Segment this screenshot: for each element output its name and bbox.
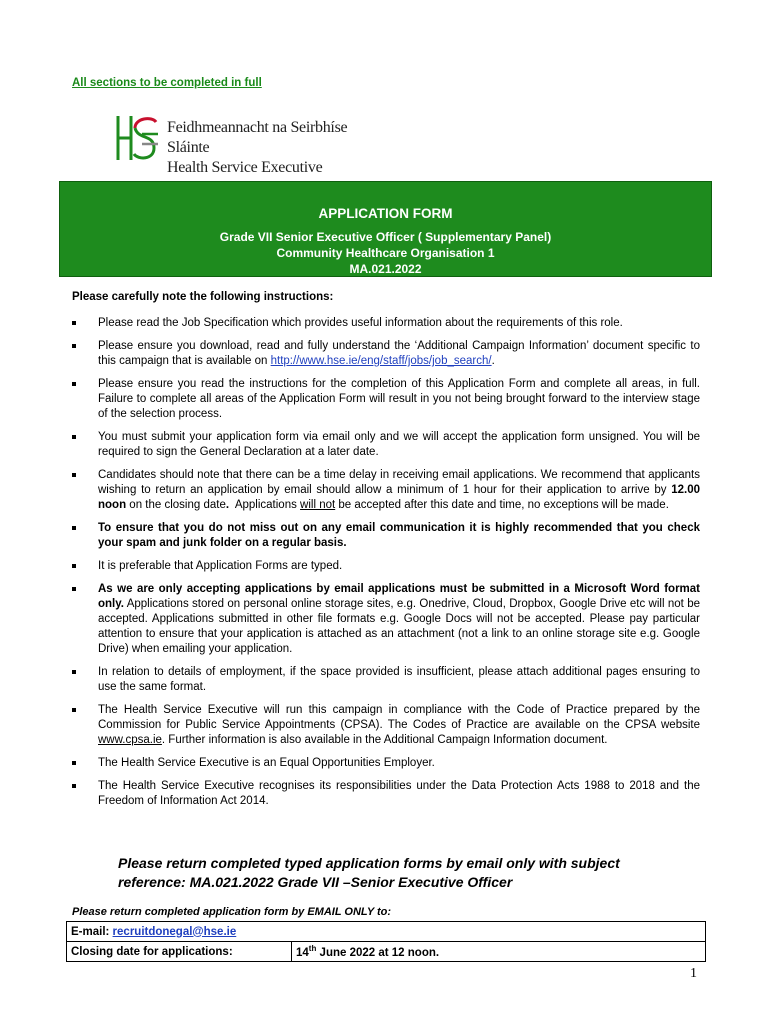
list-item [72, 316, 700, 331]
organisation-name: Community Healthcare Organisation 1 [276, 246, 495, 260]
instruction-text: The Health Service Executive is an Equal Opportunities Employer. [98, 757, 435, 769]
bullet-icon [72, 564, 76, 568]
logo-english-name: Health Service Executive [167, 159, 323, 176]
instruction-text: . [491, 355, 495, 367]
instruction-text: Please ensure you read the instructions for the completion of this Application Form and complete all areas, in full. Failure to complete all areas of the Application Form will result in you not being brought forward to the interview stage of the selection process. [98, 378, 700, 420]
deadline-time: 12.00 noon [98, 484, 700, 511]
email-cell [67, 922, 706, 942]
application-banner [59, 181, 712, 277]
completion-notice: All sections to be completed in full [72, 77, 262, 89]
contact-table [66, 921, 706, 962]
list-item [72, 559, 700, 574]
list-item [72, 521, 700, 551]
bullet-icon [72, 670, 76, 674]
bullet-icon [72, 784, 76, 788]
logo-irish-name: Feidhmeannacht na Seirbhíse Sláinte [167, 119, 348, 156]
list-item [72, 756, 700, 771]
bullet-icon [72, 526, 76, 530]
closing-date-rest: June 2022 at 12 noon. [316, 946, 440, 959]
bullet-icon [72, 344, 76, 348]
instruction-text: The Health Service Executive will run this campaign in compliance with the Code of Practice prepared by the Commission for Public Service Appointments (CPSA). The Codes of Practice are available on the CPSA website [98, 704, 700, 731]
table-row [67, 922, 706, 942]
instruction-text: Candidates should note that there can be a time delay in receiving email applications. We recommend that applicants wishing to return an application by email should allow a minimum of 1 hour for their application to arrive by [98, 469, 700, 496]
cpsa-link[interactable]: www.cpsa.ie [98, 734, 162, 746]
instruction-text: As we are only accepting applications by email applications must be submitted in a Microsoft Word format only. [98, 583, 700, 610]
closing-date-value [292, 942, 706, 962]
list-item: Candidates should note that there can be a time delay in receiving email applications. We recommend that applicants wishing to return an application by email should allow a minimum of 1 hour for their application to arrive by 12.00 noon on the closing date. Applications will not be accepted after this date and time, no exceptions will be made. [72, 468, 700, 513]
instruction-text: Applications stored on personal online storage sites, e.g. Onedrive, Cloud, Dropbox, Google Drive etc will not be accepted. Applications submitted in other file formats e.g. Google Docs will not be accepted. Please pay particular attention to ensure that your application is attached as an attachment (not a link to an online storage site e.g. Google Drive) when emailing your application. [98, 598, 700, 655]
instruction-text: be accepted after this date and time, no exceptions will be made. [335, 499, 669, 511]
email-link[interactable]: recruitdonegal@hse.ie [112, 925, 237, 938]
return-instructions: Please return completed typed application forms by email only with subject reference: MA.021.2022 Grade VII –Senior Executive Officer [118, 855, 620, 890]
campaign-reference: MA.021.2022 [349, 262, 422, 276]
instruction-text: You must submit your application form via email only and we will accept the application form unsigned. You will be required to sign the General Declaration at a later date. [98, 431, 700, 458]
list-item [72, 430, 700, 460]
instruction-text: Please ensure you download, read and fully understand the ‘Additional Campaign Information’ document specific to this campaign that is available on [98, 340, 700, 367]
page-number: 1 [690, 966, 697, 981]
instruction-text: Please read the Job Specification which provides useful information about the requirements of this role. [98, 317, 623, 329]
instruction-text: It is preferable that Application Forms are typed. [98, 560, 343, 572]
instruction-text: In relation to details of employment, if the space provided is insufficient, please attach additional pages ensuring to use the same format. [98, 666, 700, 693]
table-row [67, 942, 706, 962]
bullet-icon [72, 587, 76, 591]
email-heading: Please return completed application form by EMAIL ONLY to: [72, 906, 392, 918]
emphasis-text: will not [300, 499, 336, 511]
instruction-text: To ensure that you do not miss out on any email communication it is highly recommended that you check your spam and junk folder on a regular basis. [98, 522, 700, 549]
bullet-icon [72, 435, 76, 439]
list-item [72, 582, 700, 657]
list-item [72, 703, 700, 748]
instructions-heading: Please carefully note the following instructions: [72, 291, 334, 303]
list-item [72, 779, 700, 809]
list-item [72, 339, 700, 369]
closing-day-suffix: th [308, 944, 317, 954]
bullet-icon [72, 708, 76, 712]
bullet-icon [72, 321, 76, 325]
instructions-list [72, 316, 700, 817]
instruction-text: Applications [234, 499, 301, 511]
bullet-icon [72, 761, 76, 765]
closing-date-label: Closing date for applications: [67, 942, 292, 962]
bullet-icon [72, 473, 76, 477]
hse-logo [112, 112, 372, 176]
instruction-text: The Health Service Executive recognises its responsibilities under the Data Protection Acts 1988 to 2018 and the Freedom of Information Act 2014. [98, 780, 700, 807]
email-label: E-mail: [71, 925, 113, 938]
list-item [72, 377, 700, 422]
instruction-text: on the closing date [126, 499, 226, 511]
grade-title: Grade VII Senior Executive Officer ( Supplementary Panel) [219, 230, 552, 244]
list-item [72, 665, 700, 695]
hse-logo-text [167, 118, 372, 178]
hse-logo-icon [112, 112, 162, 164]
closing-day: 14 [296, 946, 309, 959]
form-title: APPLICATION FORM [318, 206, 453, 221]
job-search-link[interactable]: http://www.hse.ie/eng/staff/jobs/job_search/ [270, 355, 492, 367]
instruction-text: . Further information is also available in the Additional Campaign Information document. [161, 734, 608, 746]
bullet-icon [72, 382, 76, 386]
